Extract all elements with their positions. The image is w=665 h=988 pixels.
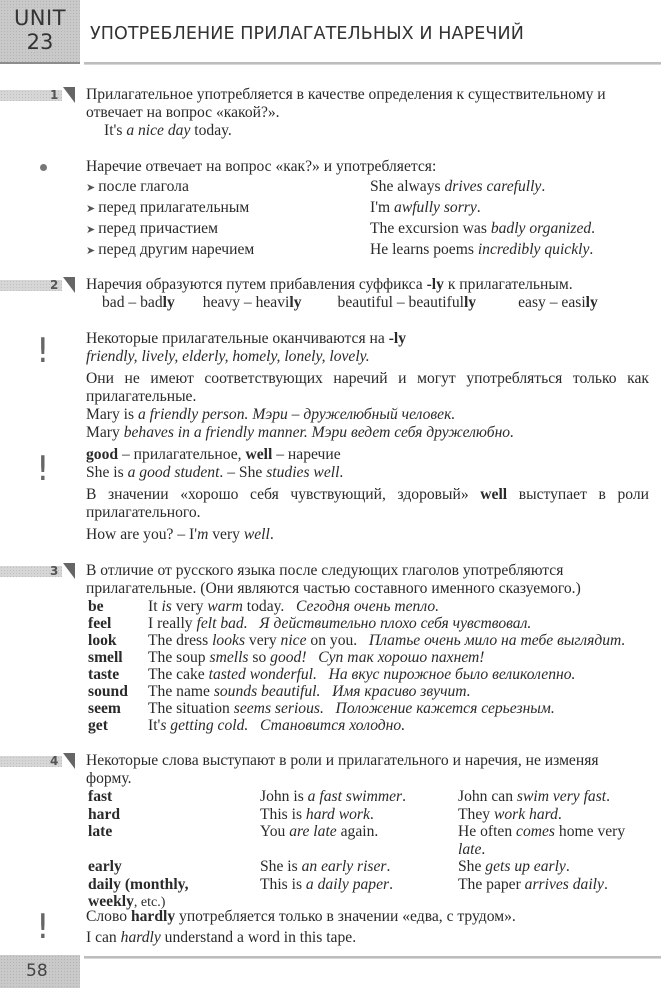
rule-text: good – прилагательное, well – наречие [86,446,341,463]
text-run: . [589,241,594,258]
text-run: sounds beautiful. Имя красиво звучит. [213,683,471,700]
pair-suffix: ly [162,294,175,311]
text-run: again. [336,823,379,840]
unit-badge [0,0,80,64]
text-run: The dress [148,632,213,649]
text-run: The cake [148,666,209,683]
footer-divider [84,956,661,959]
section-number: 3 [50,564,59,578]
unit-number: 23 [26,30,54,54]
usage-example [370,178,649,199]
exclamation-icon: ! [36,449,50,489]
rule-text: Они не имеют соответствующих наречий и могут употребляться только как прилагательные. [86,370,649,405]
word [88,876,260,894]
text-run: on you. [306,632,369,649]
text-run: tasted wonderful. На вкус пирожное было великолепно. [208,666,576,683]
word-text: hard [88,805,121,823]
arrow-bullet-icon: ➤ [86,202,96,215]
word-text: fast [88,788,113,805]
word-text: weekly [88,893,134,910]
adjective-example [260,806,458,824]
word-pair [203,294,302,312]
verb: be [88,598,104,615]
rule-text: Слово hardly употребляется только в значении «едва, с трудом». [86,908,516,925]
rule-text: Наречие отвечает на вопрос «как?» и употребляется: [86,158,437,175]
adverb-example [458,823,649,858]
verb: sound [88,683,128,700]
text-run: The name [148,683,214,700]
unit-label: UNIT [13,6,67,30]
text-run: . [386,858,391,875]
verb: get [88,717,108,734]
verb-example [148,649,649,666]
text-run: a fast swimmer [307,788,403,805]
pair-base: beautiful – beautiful [337,294,464,311]
text-run: felt bad. Я действительно плохо себя чувствовал. [196,615,532,632]
text-run: swim very fast [516,788,607,805]
text-run: Сегодня очень тепло. [296,598,440,615]
text-run: She always [370,178,445,195]
word-pair [102,294,175,312]
section-number: 1 [50,88,59,102]
section-number: 4 [50,754,59,768]
text-run: arrives daily [524,875,604,893]
text-run: . [603,875,608,893]
text-run: John can [458,788,517,805]
text-run: . [389,875,393,893]
word-pair [518,294,598,312]
section-number-tab [0,563,80,579]
exclamation-icon: ! [36,907,50,947]
text-run: She is [260,858,302,875]
text-run: . [481,840,486,858]
example-sentence: She is a good student. – She studies well. [86,464,344,481]
usage-item [86,241,370,262]
text-run: He often [458,823,517,840]
usage-example [370,220,649,241]
text-run: . [591,220,596,237]
example-sentence: I can hardly understand a word in this tape. [86,929,357,946]
usage-label: перед причастием [98,220,218,237]
verb-example [148,666,649,683]
section-number-tab [0,87,80,103]
text-run: John is [260,788,308,805]
adjective-example [260,876,458,894]
text-run: . [541,178,546,195]
text-run: are late [289,823,337,840]
text-run: so [248,649,271,666]
verb: seem [88,700,121,717]
text-run: very [171,598,208,615]
adjective-example [260,788,458,806]
text-run: work hard [493,805,558,823]
text-run: incredibly quickly [477,241,590,258]
text-run: gets up early [485,858,566,875]
text-run: The soup [148,649,210,666]
verb-table [86,598,649,734]
text-run: seems serious. Положение кажется серьезным. [233,700,555,717]
word [88,858,260,876]
section-number-tab [0,277,80,293]
text-run: . [565,858,570,875]
pair-suffix: ly [463,294,477,311]
verb-example [148,615,649,632]
text-run: . [369,805,374,823]
text-run: The situation [148,700,234,717]
usage-item [86,178,370,199]
word [88,806,260,824]
rule-text: прилагательные. (Они являются частью составного именного сказуемого.) [86,580,581,597]
word-list: friendly, lively, elderly, homely, lonely, lovely. [86,348,370,365]
text-run: It' [148,717,161,734]
text-run: I really [148,615,197,632]
arrow-bullet-icon: ➤ [86,181,96,194]
adverb-example [458,806,649,824]
text-run: They [458,805,494,823]
text-run: He learns poems [370,241,478,258]
verb-example [148,598,649,615]
rule-text: отвечает на вопрос «какой?». [86,104,280,121]
text-run: It [148,598,162,615]
verb-example [148,700,649,717]
text-run: The paper [458,875,525,893]
text-run: badly organized [490,220,592,237]
usage-example [370,199,649,220]
text-run: She [458,858,486,875]
rule-text: Наречия образуются путем прибавления суффикса -ly к прилагательным. [86,276,573,293]
text-run: looks [212,632,246,649]
word-text: late [88,823,113,840]
usage-label: после глагола [98,178,189,195]
page-number: 58 [26,961,48,981]
pair-suffix: ly [585,294,598,311]
arrow-bullet-icon: ➤ [86,223,96,236]
rule-text: Некоторые слова выступают в роли и прилагательного и наречия, не изменяя [86,752,599,769]
word-suffix: , etc.) [133,895,166,910]
rule-text: форму. [86,770,132,787]
usage-label: перед другим наречием [98,241,255,258]
arrow-bullet-icon: ➤ [86,244,96,257]
section-1-text [86,86,649,140]
text-run: today. [242,598,297,615]
verb: taste [88,666,120,683]
rule-text: В отличие от русского языка после следующих глаголов употребляются [86,562,564,579]
verb: smell [88,649,123,666]
text-run: very [245,632,281,649]
word [88,788,260,806]
verb-example [148,683,649,700]
pair-suffix: ly [289,294,302,311]
text-run: awfully sorry [394,199,477,216]
text-run: . [557,805,562,823]
corner-triangle-icon [63,277,75,293]
text-run: . [402,788,407,805]
verb-example [148,632,649,649]
corner-triangle-icon [63,87,75,103]
example-sentence: How are you? – I'm very well. [86,526,274,543]
adjective-example [260,858,458,876]
text-run: s getting cold. Становится холодно. [160,717,406,734]
word-usage-table [86,788,649,912]
corner-triangle-icon [63,563,75,579]
word-text: early [88,858,122,875]
text-run: nice [280,632,307,649]
page-number-badge [0,955,80,988]
section-number: 2 [50,278,59,292]
verb: look [88,632,117,649]
text-run: I'm [370,199,395,216]
example-sentence: It's a nice day today. [104,122,232,139]
text-run: The excursion was [370,220,491,237]
usage-label: перед прилагательным [98,199,250,216]
word-text: daily (monthly, [88,875,189,893]
text-run: a daily paper [305,875,390,893]
text-run: late [458,840,482,858]
adverb-example [458,788,649,806]
adverb-example [458,858,649,876]
pair-base: bad – bad [102,294,163,311]
verb: feel [88,615,112,632]
rule-text: Прилагательное употребляется в качестве определения к существительному и [86,86,606,103]
text-run: comes [516,823,556,840]
text-run: home very [555,823,626,840]
text-run: You [260,823,290,840]
text-run: This is [260,875,306,893]
bullet-icon [40,164,47,171]
pair-base: heavy – heavi [202,294,290,311]
rule-text: В значении «хорошо себя чувствующий, здоровый» well выступает в роли прилагательного. [86,486,649,521]
text-run: . [476,199,481,216]
title-divider [84,62,661,65]
text-run: drives carefully [444,178,542,195]
word-pairs [86,294,649,312]
adverb-example [458,876,649,894]
adjective-example [260,823,458,858]
section-number-tab [0,753,80,769]
example-sentence: Mary behaves in a friendly manner. Мэри ведет себя дружелюбно. [86,424,514,441]
text-run: . [606,788,611,805]
usage-item [86,199,370,220]
usage-list [86,178,649,262]
rule-text: Некоторые прилагательные оканчиваются на -ly [86,330,407,347]
text-run: This is [260,805,306,823]
exclamation-icon: ! [36,331,50,371]
usage-item [86,220,370,241]
text-run: warm [207,598,243,615]
text-run: hard work [305,805,370,823]
page-title: УПОТРЕБЛЕНИЕ ПРИЛАГАТЕЛЬНЫХ И НАРЕЧИЙ [90,24,524,44]
text-run: an early riser [301,858,387,875]
pair-base: easy – easi [518,294,586,311]
corner-triangle-icon [63,753,75,769]
text-run: smells [209,649,249,666]
word [88,823,260,858]
text-run: is [161,598,172,615]
text-run: Платье очень мило на тебе выглядит. [368,632,626,649]
usage-example [370,241,649,262]
example-sentence: Mary is a friendly person. Мэри – дружелюбный человек. [86,406,456,423]
text-run: good! Суп так хорошо пахнет! [270,649,485,666]
word-pair [338,294,477,312]
verb-example [148,717,649,734]
